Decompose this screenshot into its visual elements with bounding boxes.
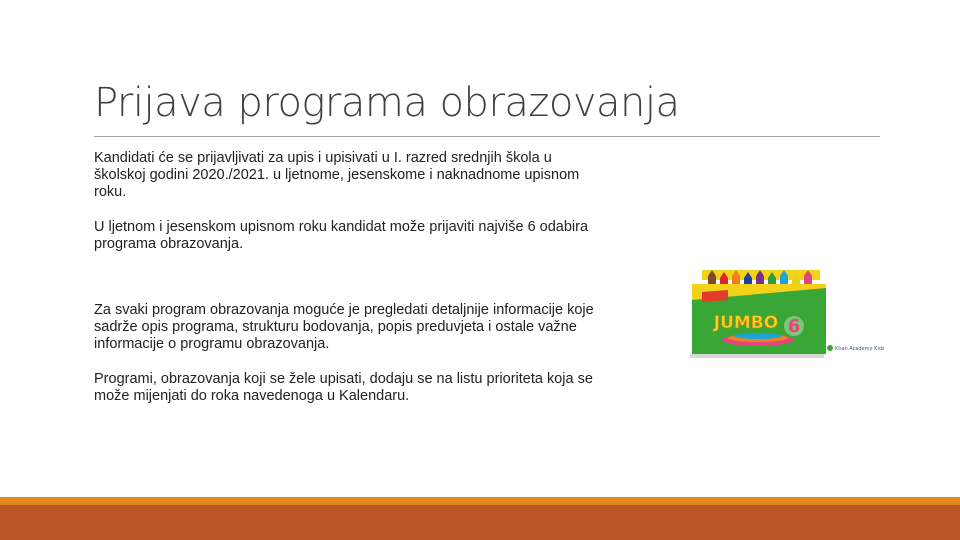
paragraph-max-choices: U ljetnom i jesenskom upisnom roku kandidat može prijaviti najviše 6 odabira programa obrazovanja. — [94, 219, 589, 252]
slide-title: Prijava programa obrazovanja — [94, 80, 680, 126]
footer-accent-bar — [0, 497, 960, 505]
box-label-text: JUMBO — [713, 313, 779, 333]
paragraph-program-details: Za svaki program obrazovanja moguće je pregledati detaljnije informacije koje sadrže opis programa, strukturu bodovanja, popis preduvjeta i ostale važne informacije o programu obrazovanja. — [94, 302, 594, 352]
box-crayon-stripe — [702, 290, 728, 302]
title-divider — [94, 136, 880, 137]
crayon-box-image — [688, 270, 885, 360]
paragraph-application-period: Kandidati će se prijavljivati za upis i upisivati u I. razred srednjih škola u školskoj godini 2020./2021. u ljetnome, jesenskome i naknadnome upisnom roku. — [94, 150, 580, 200]
crayon-box-illustration — [688, 270, 885, 360]
paragraph-priority-list: Programi, obrazovanja koji se žele upisati, dodaju se na listu prioriteta koja se može mijenjati do roka navedenoga u Kalendaru. — [94, 371, 593, 404]
footer-bar — [0, 505, 960, 540]
box-shadow — [690, 354, 824, 358]
box-count-text: 6 — [787, 316, 801, 337]
khan-logo-icon — [827, 345, 833, 351]
image-caption: Khan Academy Kids — [835, 346, 885, 352]
